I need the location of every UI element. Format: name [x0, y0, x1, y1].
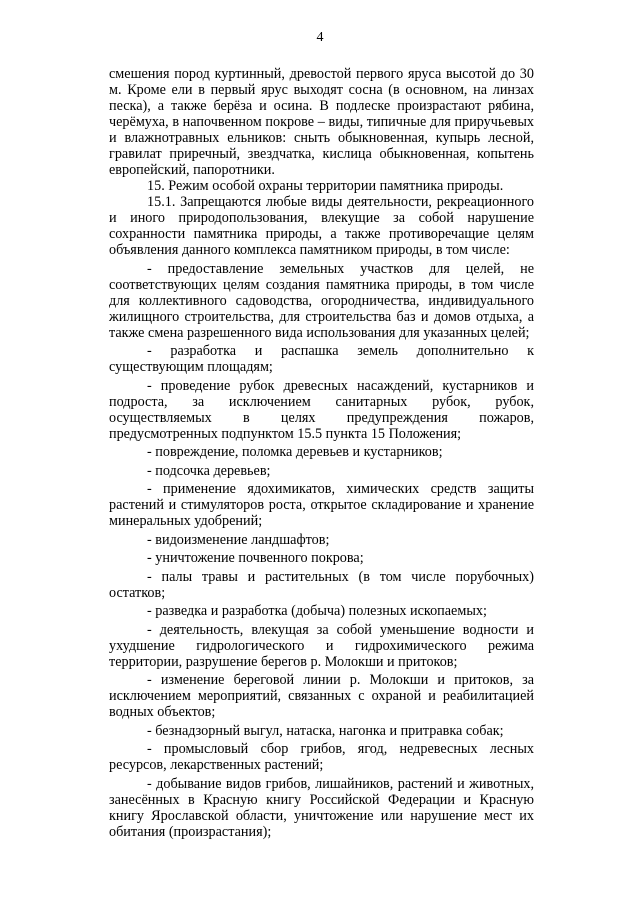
prohibition-item: - разработка и распашка земель дополнительно к существующим площадям;	[109, 343, 534, 375]
prohibition-item: - добывание видов грибов, лишайников, растений и животных, занесённых в Красную книгу Российской Федерации и Красную книгу Ярославской области, уничтожение или нарушение мест их обитания (произрастания);	[109, 775, 534, 840]
prohibition-item: - разведка и разработка (добыча) полезных ископаемых;	[147, 603, 487, 619]
prohibition-item: - повреждение, поломка деревьев и кустарников;	[147, 444, 443, 460]
prohibition-item: - подсочка деревьев;	[147, 462, 271, 479]
prohibition-item: - уничтожение почвенного покрова;	[147, 550, 364, 566]
paragraph-continuation: смешения пород куртинный, древостой первого яруса высотой до 30 м. Кроме ели в первый ярус выходят сосна (в основном, на линзах песка), а также берёза и осина. В подлеске произрастают рябина, черёмуха, в напочвенном покрове – виды, типичные для приручьевых и влажнотравных ельников: сныть обыкновенная, купырь лесной, гравилат приречный, звездчатка, кислица обыкновенная, копытень европейский, папоротники.	[109, 66, 534, 178]
prohibition-item: - изменение береговой линии р. Молокши и притоков, за исключением мероприятий, связанных с охраной и реабилитацией водных объектов;	[109, 672, 534, 720]
section-heading-15: 15. Режим особой охраны территории памятника природы.	[147, 178, 504, 194]
prohibition-item: - проведение рубок древесных насаждений, кустарников и подроста, за исключением санитарных рубок, рубок, осуществляемых в целях предупреждения пожаров, предусмотренных подпунктом 15.5 пункта 15 Положения;	[109, 377, 534, 442]
page-number: 4	[316, 30, 324, 45]
document-body	[109, 66, 534, 840]
prohibition-item: - палы травы и растительных (в том числе порубочных) остатков;	[109, 568, 534, 601]
prohibition-item: - видоизменение ландшафтов;	[147, 531, 330, 548]
prohibition-item: - безнадзорный выгул, натаска, нагонка и притравка собак;	[147, 722, 504, 739]
prohibition-item: - применение ядохимикатов, химических средств защиты растений и стимуляторов роста, открытое складирование и хранение минеральных удобрений;	[109, 481, 534, 529]
prohibition-item: - деятельность, влекущая за собой уменьшение водности и ухудшение гидрологического и гидрохимического режима территории, разрушение берегов р. Молокши и притоков;	[109, 621, 534, 670]
clause-15-1: 15.1. Запрещаются любые виды деятельности, рекреационного и иного природопользования, влекущие за собой нарушение сохранности памятника природы, а также противоречащие целям объявления данного комплекса памятником природы, в том числе:	[109, 194, 534, 258]
prohibition-item: - промысловый сбор грибов, ягод, недревесных лесных ресурсов, лекарственных растений;	[109, 741, 534, 773]
prohibition-item: - предоставление земельных участков для целей, не соответствующих целям создания памятника природы, в том числе для коллективного садоводства, огородничества, индивидуального жилищного строительства, для строительства баз и домов отдыха, а также смена разрешенного вида использования для указанных целей;	[109, 260, 534, 341]
